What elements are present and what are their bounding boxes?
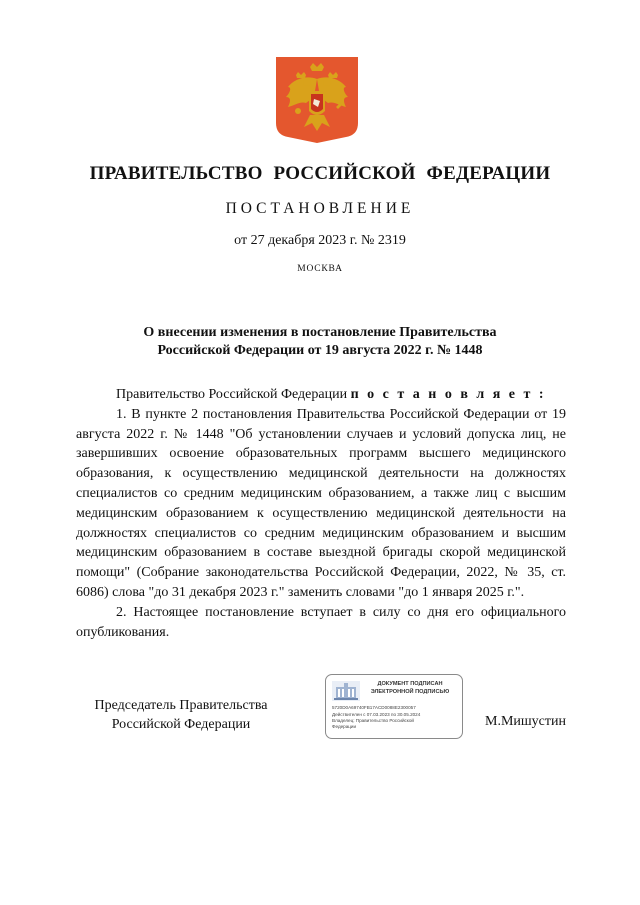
intro-verb: п о с т а н о в л я е т : xyxy=(350,387,547,402)
position-line-2: Российской Федерации xyxy=(111,717,251,732)
government-title: ПРАВИТЕЛЬСТВО РОССИЙСКОЙ ФЕДЕРАЦИИ xyxy=(89,163,551,184)
document-body xyxy=(76,385,566,642)
subject-line-2: Российской Федерации от 19 августа 2022 г. № 1448 xyxy=(157,343,483,358)
stamp-owner-line-2: Федерации xyxy=(332,724,357,729)
government-building-icon xyxy=(332,681,360,701)
stamp-title-line-2: ЭЛЕКТРОННОЙ ПОДПИСЬЮ xyxy=(370,688,450,695)
e-signature-stamp xyxy=(325,674,463,739)
stamp-owner-line-1: Владелец: Правительство Российской xyxy=(332,718,414,723)
coat-of-arms-icon xyxy=(276,57,358,143)
document-city: МОСКВА xyxy=(297,264,343,274)
body-item-2: 2. Настоящее постановление вступает в силу со дня его официального опубликования. xyxy=(76,604,566,640)
subject-line-1: О внесении изменения в постановление Правительства xyxy=(143,325,497,340)
signatory-position xyxy=(76,696,286,734)
stamp-certificate: 5720D0A69740FB17ACD0088E2300057 xyxy=(332,705,416,710)
stamp-title-line-1: ДОКУМЕНТ ПОДПИСАН xyxy=(377,681,443,687)
position-line-1: Председатель Правительства xyxy=(94,698,268,713)
document-date-number: от 27 декабря 2023 г. № 2319 xyxy=(234,233,406,248)
stamp-title xyxy=(362,681,458,696)
intro-text: Правительство Российской Федерации xyxy=(116,387,351,402)
document-type: ПОСТАНОВЛЕНИЕ xyxy=(225,200,415,217)
body-item-1: 1. В пункте 2 постановления Правительства Российской Федерации от 19 августа 2022 г. № 1448 "Об установлении случаев и условий допуска лиц, не завершивших освоение образовательных программ высшего медицинского образования, к осуществлению медицинской деятельности на должностях специалистов со средним медицинским образованием, а также лиц с высшим медицинским образованием к осуществлению медицинской деятельности на должностях специалистов со средним медицинским образованием и высшим медицинским образованием в составе выездной бригады скорой медицинской помощи" (Собрание законодательства Российской Федерации, 2022, № 35, ст. 6086) слова "до 31 декабря 2023 г." заменить словами "до 1 января 2025 г.". xyxy=(76,406,566,600)
signatory-name: М.Мишустин xyxy=(485,714,566,729)
stamp-validity: Действителен с 07.03.2023 по 30.05.2024 xyxy=(332,712,421,717)
body-intro xyxy=(76,385,566,405)
document-subject xyxy=(80,324,560,360)
